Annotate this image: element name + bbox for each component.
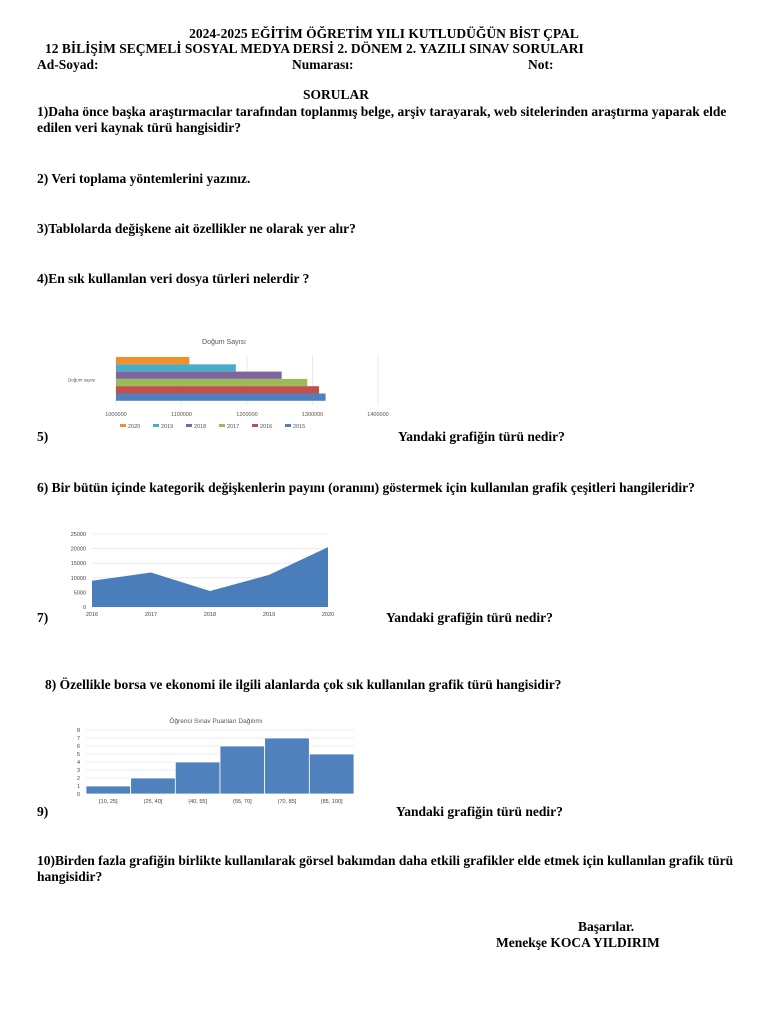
x-tick-label: 1400000: [367, 412, 389, 418]
question-7-text: Yandaki grafiğin türü nedir?: [386, 610, 553, 625]
grade-label: Not:: [528, 57, 554, 72]
y-tick-label: 4: [76, 760, 80, 766]
y-tick-label: 0: [76, 792, 80, 798]
y-tick-label: 5: [76, 752, 80, 758]
legend-label: 2015: [293, 424, 306, 430]
course-title: 12 BİLİŞİM SEÇMELİ SOSYAL MEDYA DERSİ 2. DÖNEM 2. YAZILI SINAV SORULARI: [45, 41, 584, 56]
x-tick-label: [10, 25]: [99, 799, 118, 805]
x-tick-label: (55, 70]: [233, 799, 252, 805]
chart-title: Öğrenci Sınav Puanları Dağılımı: [169, 718, 263, 725]
question-9-number: 9): [37, 804, 49, 819]
y-tick-label: 6: [76, 744, 80, 750]
y-tick-label: 7: [76, 736, 80, 742]
question-8: 8) Özellikle borsa ve ekonomi ile ilgili alanlarda çok sık kullanılan grafik türü hangisidir?: [45, 677, 562, 692]
y-tick-label: 10000: [70, 575, 86, 582]
question-10: 10)Birden fazla grafiğin birlikte kullanılarak görsel bakımdan daha etkili grafikler elde etmek için kullanılan grafik türü hangisidir?: [37, 853, 734, 884]
section-title: SORULAR: [302, 87, 369, 102]
legend-swatch-2020: [120, 424, 126, 427]
x-tick-label: 1000000: [105, 412, 127, 418]
legend-swatch-2019: [153, 424, 159, 427]
exam-title: 2024-2025 EĞİTİM ÖĞRETİM YILI KUTLUDÜĞÜN BİST ÇPAL: [189, 26, 579, 41]
y-tick-label: 2: [76, 776, 80, 782]
x-tick-label: (25, 40]: [143, 799, 163, 805]
question-1: 1)Daha önce başka araştırmacılar tarafından toplanmış belge, arşiv tarayarak, web sitelerinden araştırma yaparak elde edilen veri kaynak türü hangisidir?: [37, 104, 727, 135]
x-tick-label: 2018: [203, 612, 217, 618]
y-tick-label: 5000: [73, 590, 86, 597]
question-5-number: 5): [37, 429, 49, 444]
histogram-bar: [86, 786, 131, 794]
question-2: 2) Veri toplama yöntemlerini yazınız.: [37, 171, 251, 186]
histogram-bar: [131, 778, 176, 794]
bar-2015: [116, 394, 326, 401]
x-tick-label: 1100000: [170, 412, 193, 418]
legend-swatch-2015: [285, 424, 291, 427]
question-5-text: Yandaki grafiğin türü nedir?: [398, 429, 565, 444]
y-tick-label: 20000: [70, 546, 86, 553]
chart-title: Doğum Sayısı: [202, 339, 246, 346]
yearly-area-chart: [50, 528, 346, 622]
question-9-text: Yandaki grafiğin türü nedir?: [396, 804, 563, 819]
birth-count-bar-chart: [58, 333, 390, 433]
teacher-name: Menekşe KOCA YILDIRIM: [496, 935, 660, 950]
bar-2016: [116, 386, 319, 393]
category-label: Doğum sayısı: [68, 377, 96, 383]
histogram-bar: [220, 746, 265, 794]
y-tick-label: 1: [76, 784, 80, 790]
question-3: 3)Tablolarda değişkene ait özellikler ne olarak yer alır?: [37, 221, 356, 236]
legend-label: 2019: [161, 424, 174, 430]
question-6: 6) Bir bütün içinde kategorik değişkenlerin payını (oranını) göstermek için kullanılan grafik çeşitleri hangileridir?: [37, 480, 695, 495]
x-tick-label: (70, 85]: [277, 799, 297, 805]
closing-wish: Başarılar.: [578, 919, 635, 934]
question-7-number: 7): [37, 610, 49, 625]
number-label: Numarası:: [292, 57, 354, 72]
exam-score-histogram: [64, 715, 364, 807]
y-tick-label: 25000: [70, 532, 86, 538]
x-tick-label: 2016: [85, 612, 99, 618]
y-tick-label: 3: [76, 768, 80, 774]
legend-label: 2018: [194, 424, 207, 430]
histogram-bar: [265, 738, 310, 794]
legend-label: 2016: [260, 424, 273, 430]
legend-label: 2020: [128, 424, 141, 430]
x-tick-label: (85, 100]: [320, 799, 343, 805]
bar-2017: [116, 379, 307, 386]
name-label: Ad-Soyad:: [37, 57, 99, 72]
x-tick-label: 1200000: [236, 412, 258, 418]
bar-2020: [116, 357, 189, 364]
y-tick-label: 0: [82, 605, 86, 611]
x-tick-label: 2019: [262, 612, 276, 618]
legend-label: 2017: [227, 424, 240, 430]
x-tick-label: 1300000: [301, 412, 324, 418]
bar-2018: [116, 372, 282, 379]
legend-swatch-2016: [252, 424, 258, 427]
y-tick-label: 15000: [70, 561, 86, 568]
bar-2019: [116, 364, 236, 371]
histogram-bar: [309, 754, 354, 794]
legend-swatch-2018: [186, 424, 192, 427]
x-tick-label: (40, 55]: [188, 799, 207, 805]
x-tick-label: 2020: [321, 612, 335, 618]
histogram-bar: [175, 762, 220, 794]
x-tick-label: 2017: [144, 612, 158, 618]
legend-swatch-2017: [219, 424, 225, 427]
question-4: 4)En sık kullanılan veri dosya türleri nelerdir ?: [37, 271, 310, 286]
y-tick-label: 8: [76, 728, 80, 734]
